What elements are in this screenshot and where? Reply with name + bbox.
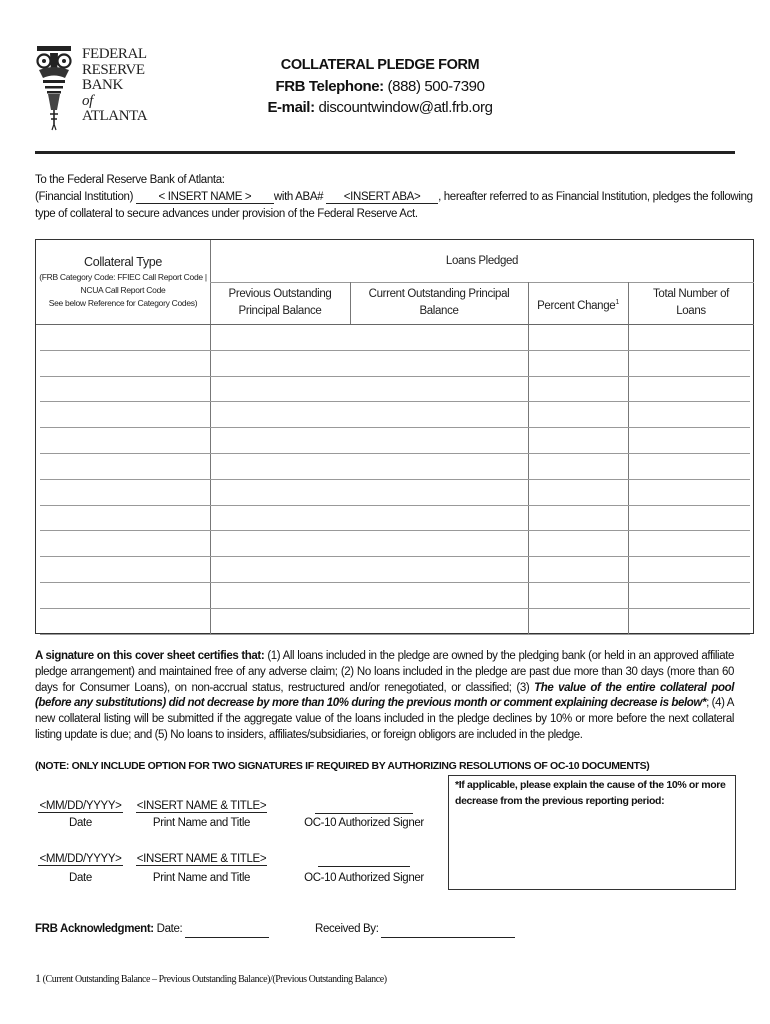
- signature-line-2[interactable]: [318, 866, 410, 867]
- acknowledgment-label: FRB Acknowledgment:: [35, 923, 154, 935]
- table-row[interactable]: [36, 377, 754, 403]
- signature-line-1[interactable]: [315, 813, 413, 814]
- eagle-emblem-icon: [35, 44, 73, 132]
- category-code-note-2: NCUA Call Report Code: [80, 285, 166, 295]
- category-code-note-3: See below Reference for Category Codes): [48, 298, 198, 308]
- frb-acknowledgment: [35, 923, 269, 938]
- print-name-label-1: Print Name and Title: [152, 817, 251, 829]
- collateral-table: [35, 239, 754, 634]
- received-by-label: Received By:: [315, 923, 379, 935]
- collateral-type-header: Collateral Type: [84, 255, 162, 269]
- table-row[interactable]: [36, 557, 754, 583]
- institution-name-field[interactable]: < INSERT NAME >: [136, 191, 274, 204]
- frb-logo: [35, 44, 148, 134]
- logo-line-reserve: RESERVE: [82, 61, 145, 78]
- col-previous-balance: Previous Outstanding Principal Balance: [228, 288, 332, 317]
- signer-label-2: OC-10 Authorized Signer: [304, 872, 424, 884]
- frb-telephone: FRB Telephone: (888) 500-7390: [275, 78, 485, 95]
- header-divider: [35, 151, 735, 154]
- signature-date-1[interactable]: <MM/DD/YYYY>: [39, 800, 122, 812]
- table-row[interactable]: [36, 531, 754, 557]
- footnote: 1 (Current Outstanding Balance – Previous Outstanding Balance)/(Previous Outstanding Balance): [35, 971, 387, 985]
- salutation: To the Federal Reserve Bank of Atlanta:: [35, 174, 225, 186]
- table-row[interactable]: [36, 480, 754, 506]
- table-row[interactable]: [36, 351, 754, 377]
- print-name-title-2[interactable]: <INSERT NAME & TITLE>: [136, 853, 267, 865]
- logo-line-bank: BANK: [82, 77, 123, 93]
- signature-date-2[interactable]: <MM/DD/YYYY>: [39, 853, 122, 865]
- table-row[interactable]: [36, 428, 754, 454]
- table-row[interactable]: [36, 583, 754, 609]
- col-total-loans: Total Number of Loans: [653, 288, 729, 317]
- explanation-prompt: *If applicable, please explain the cause of the 10% or more decrease from the previous reporting period:: [455, 779, 726, 807]
- intro-line-3: type of collateral to secure advances under provision of the Federal Reserve Act.: [35, 208, 418, 220]
- signer-label-1: OC-10 Authorized Signer: [304, 817, 424, 829]
- ack-date-label: Date:: [156, 923, 183, 935]
- col-current-balance: Current Outstanding Principal Balance: [368, 288, 510, 317]
- frb-email: E-mail: discountwindow@atl.frb.org: [267, 99, 493, 116]
- collateral-table-body: [36, 325, 754, 633]
- table-row[interactable]: [36, 402, 754, 428]
- form-title: COLLATERAL PLEDGE FORM: [280, 57, 480, 73]
- table-row[interactable]: [36, 506, 754, 532]
- decrease-explanation-box[interactable]: [448, 775, 736, 890]
- received-by-field[interactable]: [381, 925, 515, 938]
- category-code-note-1: (FRB Category Code: FFIEC Call Report Code |: [39, 272, 207, 282]
- table-row-line: [40, 634, 750, 635]
- print-name-title-1[interactable]: <INSERT NAME & TITLE>: [136, 800, 267, 812]
- institution-line: (Financial Institution) < INSERT NAME > with ABA# <INSERT ABA> , hereafter referred to as Financial Institution, pledges the following: [35, 191, 753, 203]
- aba-number-field[interactable]: <INSERT ABA>: [326, 191, 438, 204]
- table-row[interactable]: [36, 454, 754, 480]
- col-percent-change: Percent Change$^1$: [537, 299, 619, 312]
- ack-date-field[interactable]: [185, 925, 269, 938]
- date-label-2: Date: [69, 872, 92, 884]
- received-by: [315, 923, 515, 938]
- print-name-label-2: Print Name and Title: [152, 872, 251, 884]
- loans-pledged-header: Loans Pledged: [445, 255, 519, 267]
- table-row[interactable]: [36, 325, 754, 351]
- two-signature-note: (NOTE: ONLY INCLUDE OPTION FOR TWO SIGNATURES IF REQUIRED BY AUTHORIZING RESOLUTIONS OF OC-10 DOCUMENTS): [35, 760, 650, 772]
- table-row[interactable]: [36, 609, 754, 635]
- logo-line-federal: FEDERAL: [82, 46, 147, 62]
- date-label-1: Date: [69, 817, 92, 829]
- certification-text: A signature on this cover sheet certifies that: (1) All loans included in the pledge are owned by the pledging bank (or held in an approved affiliate pledge arrangement) and maintained free of any adverse claim; (2) No loans included in the pledge are past due more than 30 days (more than 60 days for Consumer Loans), on non-accrual status, restructured and/or renegotiated, or classified; (3) The value of the entire collateral pool (before any substitutions) did not decrease by more than 10% during the previous month or comment explaining decrease is below*; (4) A new collateral listing will be submitted if the aggregate value of the loans included in the pledge declines by 10% or more before the next collateral listing update is due; and (5) No loans to insiders, affiliates/subsidiaries, or foreign obligors are included in the pledge.: [35, 650, 734, 741]
- logo-line-atlanta: of ATLANTA: [82, 92, 148, 124]
